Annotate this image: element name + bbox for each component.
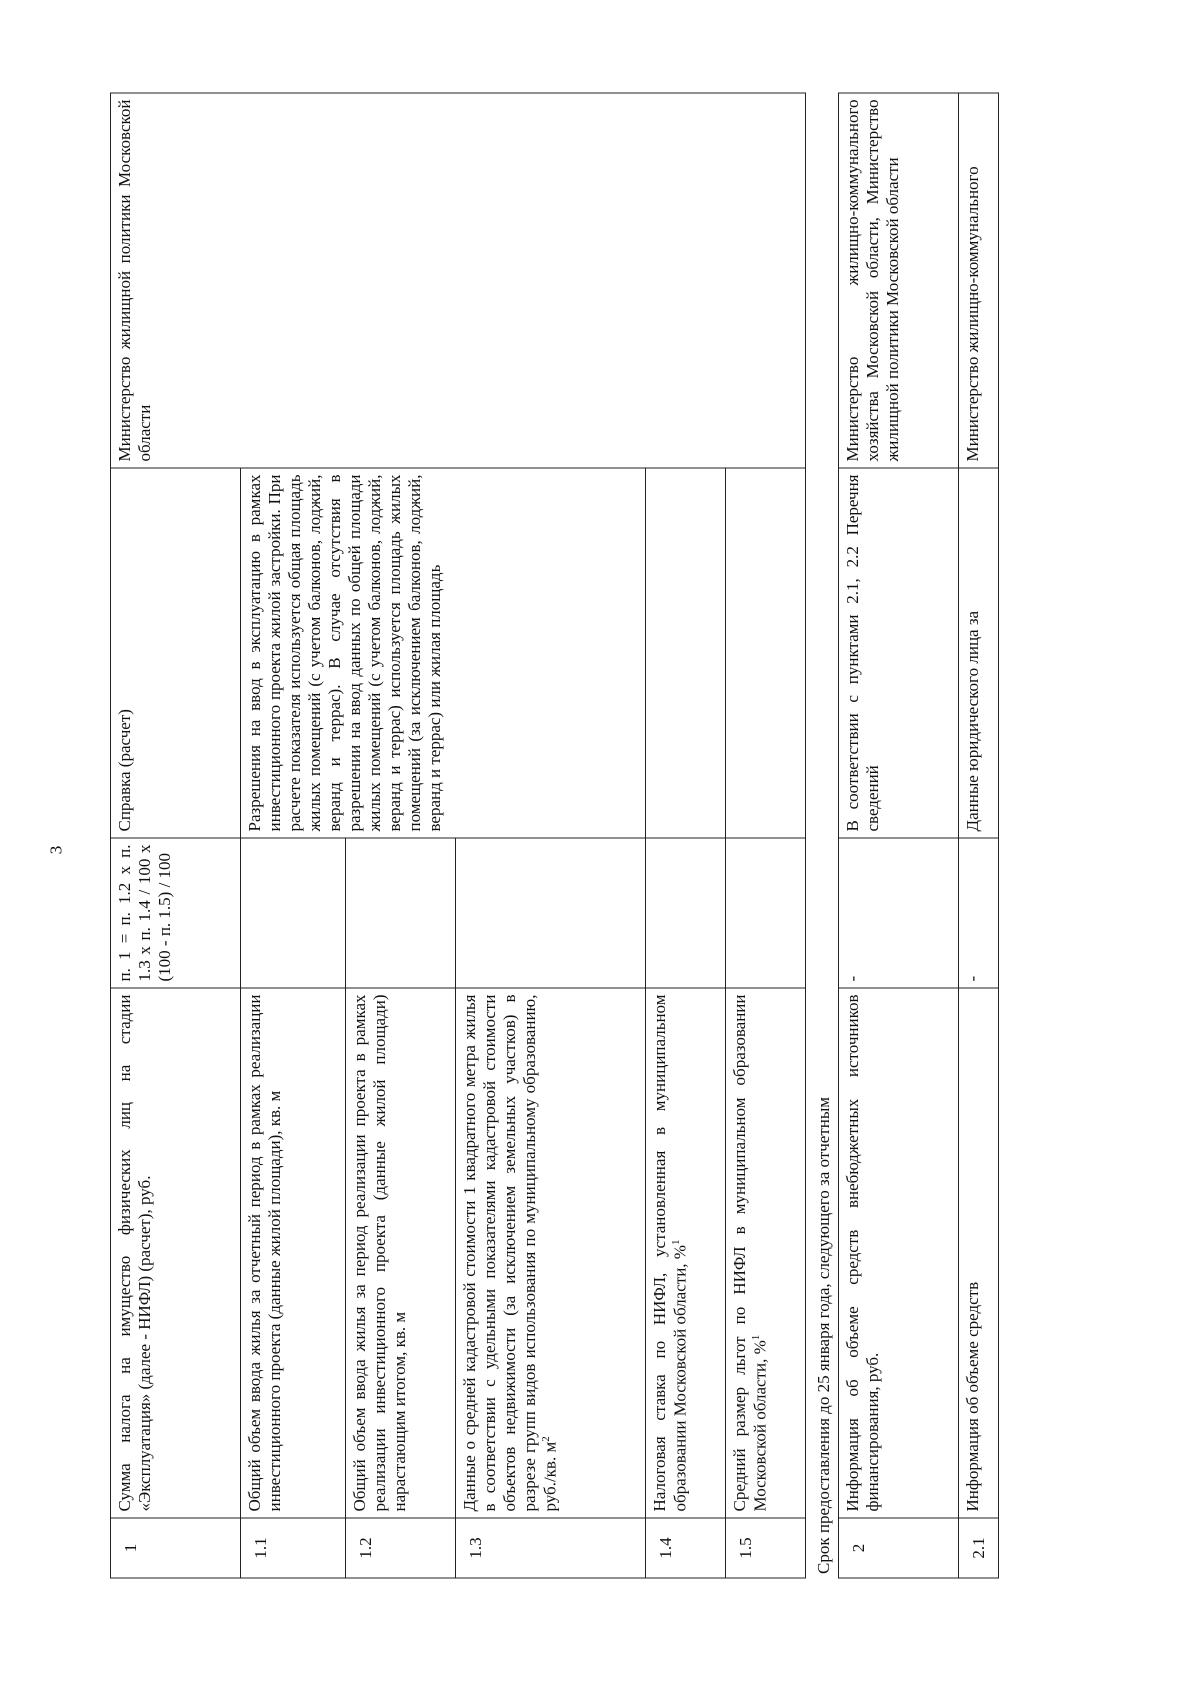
row-number: 1.2 [346,1518,456,1578]
indicators-table [110,93,999,1579]
indicator-source [646,468,726,838]
indicator-name: Информация об объеме средств [959,988,999,1518]
indicator-formula [726,838,806,988]
row-number: 1.3 [456,1518,646,1578]
indicator-formula [346,838,456,988]
responsible-org: Министерство жилищно-коммунального [959,93,999,468]
page-number: 3 [46,845,66,855]
row-number: 1.5 [726,1518,806,1578]
indicator-source: Разрешения на ввод в эксплуатацию в рамках инвестиционного проекта жилой застройки. При расчете показателя используется общая площадь жилых помещений (с учетом балконов, лоджий, веранд и террас). В случае отсутствия в разрешении на ввод данных по общей площади жилых помещений (с учетом балконов, лоджий, веранд и террас) используется площадь жилых помещений (за исключением балконов, лоджий, веранд и террас) или жилая площадь [241,468,646,838]
indicator-name: Информация об объеме средств внебюджетных источников финансирования, руб. [839,988,959,1518]
row-number: 1 [111,1518,241,1578]
responsible-org: Министерство жилищно-коммунального хозяйства Московской области, Министерство жилищной политики Московской области [839,93,959,468]
indicator-formula: - [959,838,999,988]
table-row [959,93,999,1578]
indicator-source: Справка (расчет) [111,468,241,838]
indicator-name: Налоговая ставка по НИФЛ, установленная в муниципальном образовании Московской области, %$^1$ [646,988,726,1518]
indicator-name: Общий объем ввода жилья за период реализации проекта в рамках реализации инвестиционного проекта (данные жилой площади) нарастающим итогом, кв. м [346,988,456,1518]
indicator-name: Общий объем ввода жилья за отчетный период в рамках реализации инвестиционного проекта (данные жилой площади), кв. м [241,988,346,1518]
row-number: 1.1 [241,1518,346,1578]
indicator-formula [456,838,646,988]
row-number: 2.1 [959,1518,999,1578]
table-row [839,93,959,1578]
indicator-source: Данные юридического лица за [959,468,999,838]
row-number: 2 [839,1518,959,1578]
indicator-source: В соответствии с пунктами 2.1, 2.2 Перечня сведений [839,468,959,838]
indicator-formula [646,838,726,988]
indicator-formula [241,838,346,988]
indicator-formula: - [839,838,959,988]
footnote-mark: 1 [670,1239,683,1246]
row-number: 1.4 [646,1518,726,1578]
indicator-name: Данные о средней кадастровой стоимости 1 квадратного метра жилья в соответствии с удельными показателями кадастровой стоимости объектов недвижимости (за исключением земельных участков) в разрезе групп видов использования по муниципальному образованию, руб./кв. $м^2$ [456,988,646,1518]
responsible-org: Министерство жилищной политики Московской области [111,93,806,468]
table-row [111,93,241,1578]
indicator-formula: п. 1 = п. 1.2 х п. 1.3 х п. 1.4 / 100 х (100 - п. 1.5) / 100 [111,838,241,988]
deadline-row [806,93,839,1578]
deadline-text: Срок предоставления до 25 января года, следующего за отчетным [806,93,839,1578]
indicator-name: Сумма налога на имущество физических лиц на стадии «Эксплуатация» (далее - НИФЛ) (расчет), руб. [111,988,241,1518]
superscript-2: 2 [540,1436,553,1442]
document-table-rotated [110,94,1090,1579]
indicator-source [726,468,806,838]
footnote-mark: 1 [750,1334,763,1341]
indicator-name: Средний размер льгот по НИФЛ в муниципальном образовании Московской области, %$^1$ [726,988,806,1518]
